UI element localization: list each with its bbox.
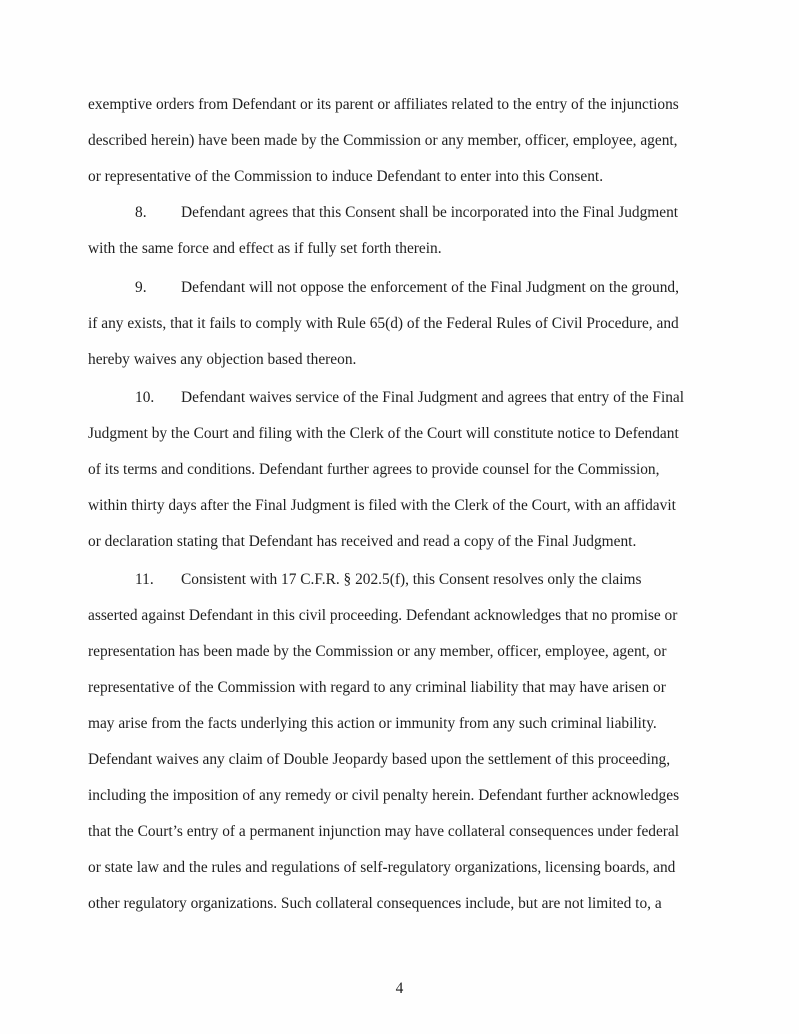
paragraph-11-first-line — [135, 572, 641, 587]
page-number: 4 — [395, 980, 404, 997]
paragraph-10-first-line — [135, 390, 684, 405]
text-line: of its terms and conditions. Defendant further agrees to provide counsel for the Commission, — [88, 461, 660, 478]
text-line: asserted against Defendant in this civil proceeding. Defendant acknowledges that no promise or — [88, 607, 678, 624]
paragraph-8-first-line — [135, 205, 678, 220]
text-line: with the same force and effect as if fully set forth therein. — [88, 240, 442, 257]
paragraph-number: 11. — [135, 571, 154, 588]
text-line: including the imposition of any remedy or civil penalty herein. Defendant further acknowledges — [88, 787, 680, 804]
text-line: Judgment by the Court and filing with the Clerk of the Court will constitute notice to Defendant — [88, 425, 679, 442]
paragraph-number: 10. — [135, 389, 155, 406]
paragraph-number: 8. — [135, 204, 147, 221]
text-line: Consistent with 17 C.F.R. § 202.5(f), this Consent resolves only the claims — [181, 571, 642, 588]
text-line: may arise from the facts underlying this action or immunity from any such criminal liability. — [88, 715, 657, 732]
text-line: representative of the Commission with regard to any criminal liability that may have arisen or — [88, 679, 666, 696]
text-line: representation has been made by the Commission or any member, officer, employee, agent, or — [88, 643, 667, 660]
text-line: if any exists, that it fails to comply with Rule 65(d) of the Federal Rules of Civil Procedure, and — [88, 315, 679, 332]
text-line: Defendant waives any claim of Double Jeopardy based upon the settlement of this proceeding, — [88, 751, 671, 768]
text-line: Defendant will not oppose the enforcement of the Final Judgment on the ground, — [181, 279, 679, 296]
text-line: Defendant waives service of the Final Judgment and agrees that entry of the Final — [181, 389, 685, 406]
text-line: within thirty days after the Final Judgment is filed with the Clerk of the Court, with an affidavit — [88, 497, 676, 514]
text-line: Defendant agrees that this Consent shall be incorporated into the Final Judgment — [181, 204, 679, 221]
paragraph-9-first-line — [135, 280, 679, 295]
text-line: or declaration stating that Defendant has received and read a copy of the Final Judgment. — [88, 533, 637, 550]
text-line: other regulatory organizations. Such collateral consequences include, but are not limited to, a — [88, 895, 662, 912]
text-line: that the Court’s entry of a permanent injunction may have collateral consequences under federal — [88, 823, 680, 840]
text-line: or representative of the Commission to induce Defendant to enter into this Consent. — [88, 168, 604, 185]
text-line: exemptive orders from Defendant or its parent or affiliates related to the entry of the injunctions — [88, 96, 679, 113]
text-line: or state law and the rules and regulations of self-regulatory organizations, licensing boards, and — [88, 859, 676, 876]
text-line: described herein) have been made by the Commission or any member, officer, employee, agent, — [88, 132, 678, 149]
paragraph-number: 9. — [135, 279, 147, 296]
text-line: hereby waives any objection based thereon. — [88, 351, 357, 368]
